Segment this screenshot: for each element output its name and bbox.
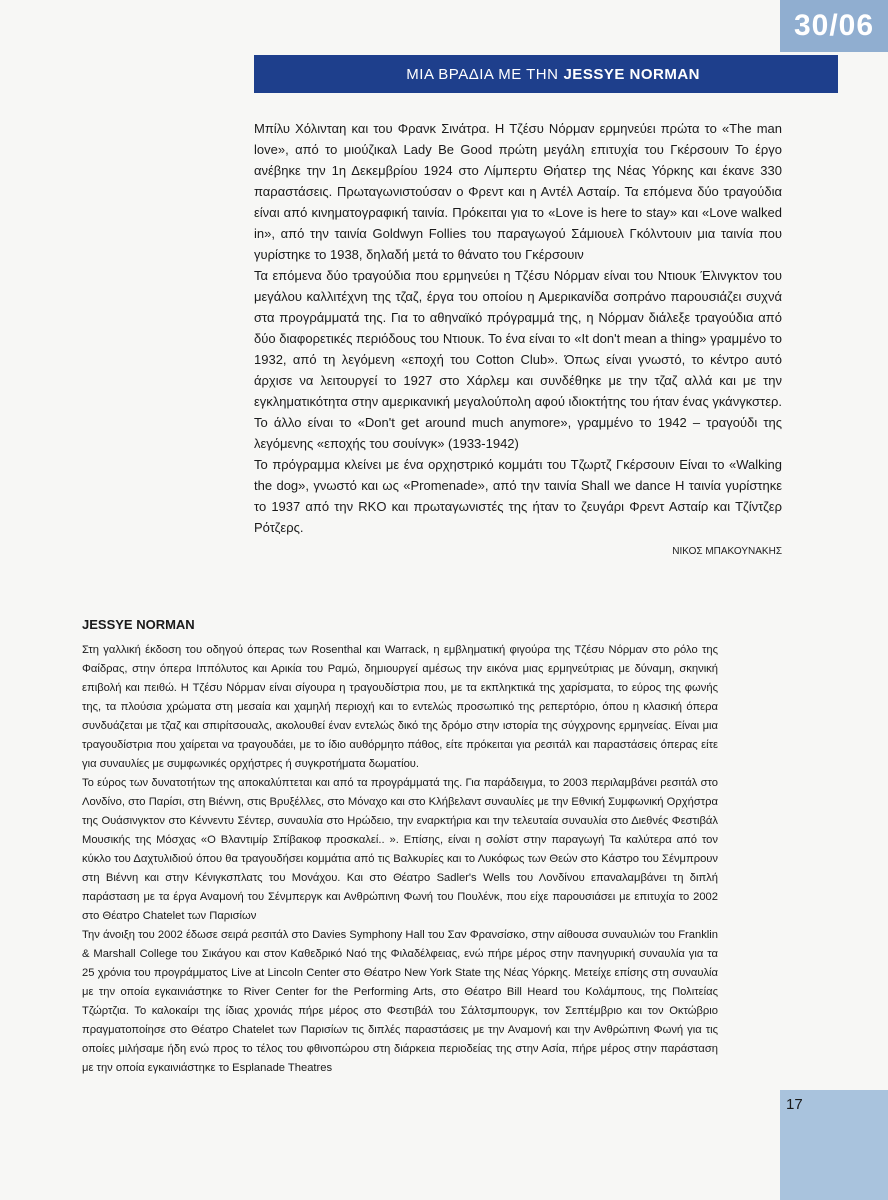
bio-body bbox=[82, 641, 718, 1078]
bio-title: JESSYE NORMAN bbox=[82, 617, 195, 632]
header-title-name: JESSYE NORMAN bbox=[563, 65, 700, 83]
page-number: 17 bbox=[786, 1096, 803, 1113]
article-paragraph: Τα επόμενα δύο τραγούδια που ερμηνεύει η Τζέσυ Νόρμαν είναι του Ντιουκ Έλινγκτον του μεγάλου καλλιτέχνη της τζαζ, έργα του οποίου η Αμερικανίδα σοπράνο παρουσιάζει συχνά στα προγράμματά της. Για το αθηναϊκό πρόγραμμά της, η Νόρμαν διάλεξε τραγούδια από δύο διαφορετικές περιόδους του Ντιουκ. Το ένα είναι το «It don't mean a thing» γραμμένο το 1932, από τη λεγόμενη «εποχή του Cotton Club». Όπως είναι γνωστό, το κέντρο αυτό άρχισε να λειτουργεί το 1927 στο Χάρλεμ και συνδέθηκε με την τζαζ αλλά και με την εγκληματικότητα στην αμερικανική μεγαλούπολη αφού ιδιοκτήτης του ήταν ένας γκάνγκστερ. Το άλλο είναι το «Don't get around much anymore», γραμμένο το 1942 – τραγούδι της λεγόμενης «εποχής του σουίνγκ» (1933-1942) bbox=[254, 268, 782, 451]
bio-paragraph: Την άνοιξη του 2002 έδωσε σειρά ρεσιτάλ στο Davies Symphony Hall του Σαν Φρανσίσκο, στην αίθουσα συναυλιών του Franklin & Marshall College του Σικάγου και στον Καθεδρικό Ναό της Φιλαδέλφειας, ενώ πήρε μέρος στην πανηγυρική συναυλία για τα 25 χρόνια του προγράμματος Live at Lincoln Center στο Θέατρο New York State της Νέας Υόρκης. Μετείχε επίσης στη συναυλία με την οποία εγκαινιάστηκε το River Center for the Performing Arts, στο Θέατρο Bill Heard του Κολάμπους, της Πολιτείας Τζώρτζια. Το καλοκαίρι της ίδιας χρονιάς πήρε μέρος στο Φεστιβάλ του Σάλτσμπουργκ, τον Σεπτέμβριο και τον Οκτώβριο πραγματοποίησε στο Θέατρο Chatelet των Παρισίων τις διπλές παραστάσεις με την Αναμονή και την Ανθρώπινη Φωνή για τις οποίες μιλήσαμε ήδη ενώ προς το τέλος του φθινοπώρου στη διάρκεια περιοδείας της στην Ασία, πήρε μέρος στην παράσταση με την οποία εγκαινιάστηκε το Esplanade Theatres bbox=[82, 929, 718, 1074]
article-paragraph: Το πρόγραμμα κλείνει με ένα ορχηστρικό κομμάτι του Τζωρτζ Γκέρσουιν Είναι το «Walking the dog», γνωστό και ως «Promenade», από την ταινία Shall we dance Η ταινία γυρίστηκε το 1937 από την RKO και πρωταγωνιστές της ήταν το ζευγάρι Φρεντ Ασταίρ και Τζίντζερ Ρότζερς. bbox=[254, 457, 782, 535]
header-title-prefix: ΜΙΑ ΒΡΑΔΙΑ ΜΕ ΤΗΝ bbox=[406, 65, 559, 83]
bio-paragraph: Στη γαλλική έκδοση του οδηγού όπερας των Rosenthal και Warrack, η εμβληματική φιγούρα της Τζέσυ Νόρμαν στο ρόλο της Φαίδρας, στην όπερα Ιππόλυτος και Αρικία του Ραμώ, δημιουργεί αμέσως την εικόνα μιας ερμηνεύτριας με δύναμη, σκηνική επιβολή και πειθώ. Η Τζέσυ Νόρμαν είναι σίγουρα η τραγουδίστρια που, με τα εκπληκτικά της χαρίσματα, το εύρος της φωνής της, τα πλούσια χρώματα στη μεσαία και χαμηλή περιοχή και το εντελώς προσωπικό της ρεπερτόριο, όπου η κλασική όπερα συνδυάζεται με τζαζ και σπιρίτσουαλς, ακολουθεί έναν εντελώς δικό της δρόμο στην ιστορία της σύγχρονης ερμηνείας. Είναι μια τραγουδίστρια που χαίρεται να τραγουδάει, με το ίδιο αυθόρμητο πάθος, είτε πρόκειται για ρεσιτάλ και παραστάσεις όπερας είτε για συναυλίες με συμφωνικές ορχήστρες ή συγκροτήματα δωματίου. bbox=[82, 644, 718, 770]
date-badge: 30/06 bbox=[780, 0, 888, 52]
section-header bbox=[254, 55, 838, 93]
article-body bbox=[254, 118, 782, 538]
page-number-box bbox=[780, 1090, 888, 1200]
bio-paragraph: Το εύρος των δυνατοτήτων της αποκαλύπτεται και από τα προγράμματά της. Για παράδειγμα, το 2003 περιλαμβάνει ρεσιτάλ στο Λονδίνο, στο Παρίσι, στη Βιέννη, στις Βρυξέλλες, στο Μόναχο και στο Κλήβελαντ συναυλίες με την Εθνική Συμφωνική Ορχήστρα της Ουάσινγκτον στο Κέννεντυ Σέντερ, συναυλία στο Ηρώδειο, την εναρκτήρια και την τελευταία συναυλία στο Διεθνές Φεστιβάλ Μουσικής της Μόσχας «Ο Βλαντιμίρ Σπίβακοφ προσκαλεί.. ». Επίσης, είναι η σολίστ στην παραγωγή Τα καλύτερα από τον κύκλο του Δαχτυλιδιού όπου θα τραγουδήσει κομμάτια από τις Βαλκυρίες και το Λυκόφως των Θεών στο Κάστρο του Σένμπρουν στη Βιέννη και στην Κένιγκσπλατς του Μονάχου. Και στο Θέατρο Sadler's Wells του Λονδίνου επαναλαμβάνει τη διπλή παράσταση με τα έργα Αναμονή του Σένμπεργκ και Ανθρώπινη Φωνή του Πουλένκ, που είχε παρουσιάσει με επιτυχία το 2002 στο Θέατρο Chatelet των Παρισίων bbox=[82, 777, 718, 922]
article-paragraph: Μπίλυ Χόλινταη και του Φρανκ Σινάτρα. Η Τζέσυ Νόρμαν ερμηνεύει πρώτα το «The man love», από το μιούζικαλ Lady Be Good πρώτη μεγάλη επιτυχία του Γκέρσουιν Το έργο ανέβηκε την 1η Δεκεμβρίου 1924 στο Λίμπερτυ Θήατερ της Νέας Υόρκης και έκανε 330 παραστάσεις. Πρωταγωνιστούσαν ο Φρεντ και η Αντέλ Ασταίρ. Τα επόμενα δύο τραγούδια είναι από κινηματογραφική ταινία. Πρόκειται για το «Love is here to stay» και «Love walked in», από την ταινία Goldwyn Follies του παραγωγού Σάμιουελ Γκόλντουιν μια ταινία που γυρίστηκε το 1938, δηλαδή μετά το θάνατο του Γκέρσουιν bbox=[254, 121, 782, 262]
author-signature: ΝΙΚΟΣ ΜΠΑΚΟΥΝΑΚΗΣ bbox=[672, 546, 782, 557]
